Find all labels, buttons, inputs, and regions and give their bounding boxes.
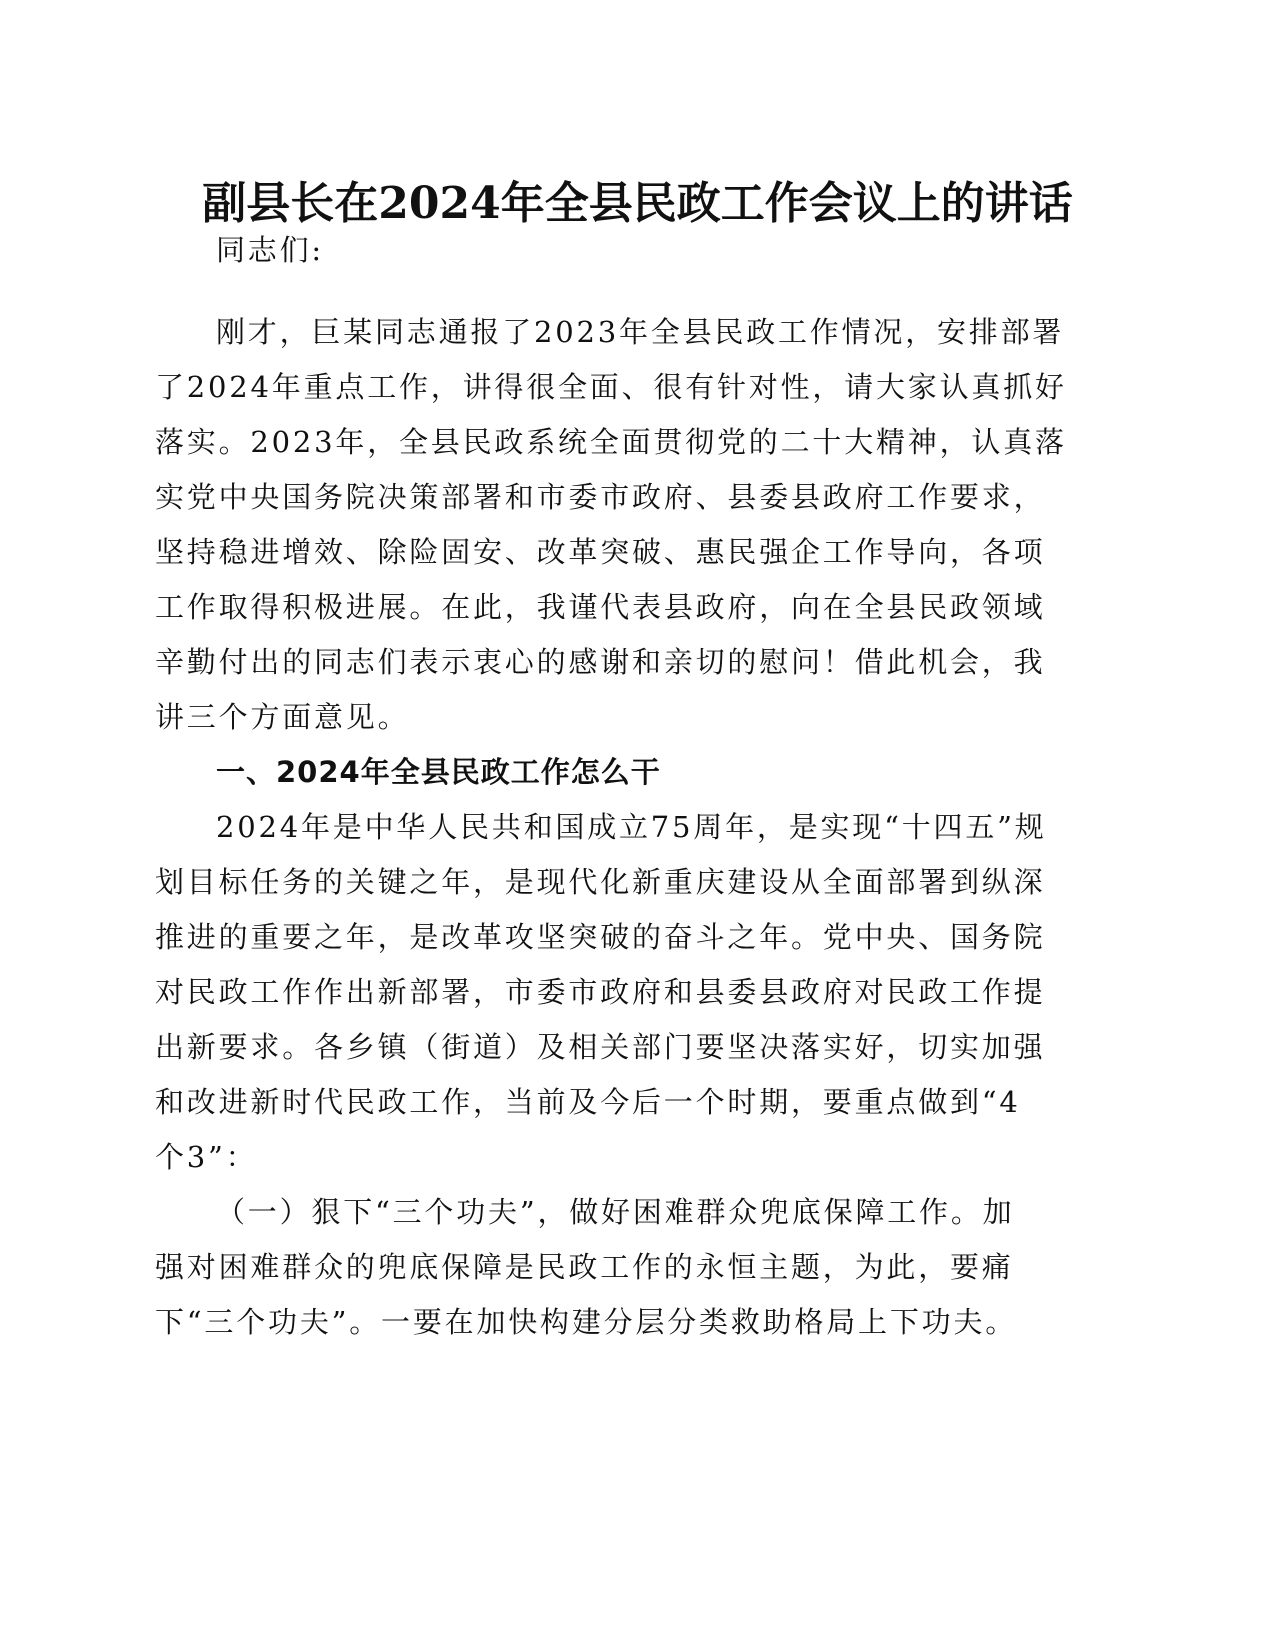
paragraph-line: 工作取得积极进展。在此，我谨代表县政府，向在全县民政领域 bbox=[155, 590, 1046, 624]
paragraph-line: 下“三个功夫”。一要在加快构建分层分类救助格局上下功夫。 bbox=[155, 1305, 1018, 1339]
paragraph-line: 划目标任务的关键之年，是现代化新重庆建设从全面部署到纵深 bbox=[155, 865, 1046, 899]
document-title: 副县长在2024年全县民政工作会议上的讲话 bbox=[202, 178, 1073, 229]
paragraph-line: 个3”： bbox=[155, 1140, 258, 1174]
paragraph-line: 和改进新时代民政工作，当前及今后一个时期，要重点做到“4 bbox=[155, 1085, 1021, 1119]
section-heading: 一、2024年全县民政工作怎么干 bbox=[216, 755, 661, 789]
paragraph-line: 对民政工作作出新部署，市委市政府和县委县政府对民政工作提 bbox=[155, 975, 1046, 1009]
paragraph-line: 辛勤付出的同志们表示衷心的感谢和亲切的慰问！借此机会，我 bbox=[155, 645, 1046, 679]
paragraph-line: 出新要求。各乡镇（街道）及相关部门要坚决落实好，切实加强 bbox=[155, 1030, 1046, 1064]
paragraph-line: 了2024年重点工作，讲得很全面、很有针对性，请大家认真抓好 bbox=[155, 370, 1067, 404]
paragraph-line: 坚持稳进增效、除险固安、改革突破、惠民强企工作导向，各项 bbox=[155, 535, 1046, 569]
subsection-lead-line: （一）狠下“三个功夫”，做好困难群众兜底保障工作。加 bbox=[216, 1195, 1015, 1229]
paragraph-line: 刚才，巨某同志通报了2023年全县民政工作情况，安排部署 bbox=[216, 315, 1065, 349]
paragraph-line: 强对困难群众的兜底保障是民政工作的永恒主题，为此，要痛 bbox=[155, 1250, 1014, 1284]
paragraph-line: 讲三个方面意见。 bbox=[155, 700, 410, 734]
paragraph-line: 2024年是中华人民共和国成立75周年，是实现“十四五”规 bbox=[216, 810, 1047, 844]
paragraph-line: 推进的重要之年，是改革攻坚突破的奋斗之年。党中央、国务院 bbox=[155, 920, 1046, 954]
paragraph-line: 落实。2023年，全县民政系统全面贯彻党的二十大精神，认真落 bbox=[155, 425, 1067, 459]
paragraph-line: 实党中央国务院决策部署和市委市政府、县委县政府工作要求， bbox=[155, 480, 1046, 514]
salutation-line: 同志们: bbox=[216, 233, 324, 267]
